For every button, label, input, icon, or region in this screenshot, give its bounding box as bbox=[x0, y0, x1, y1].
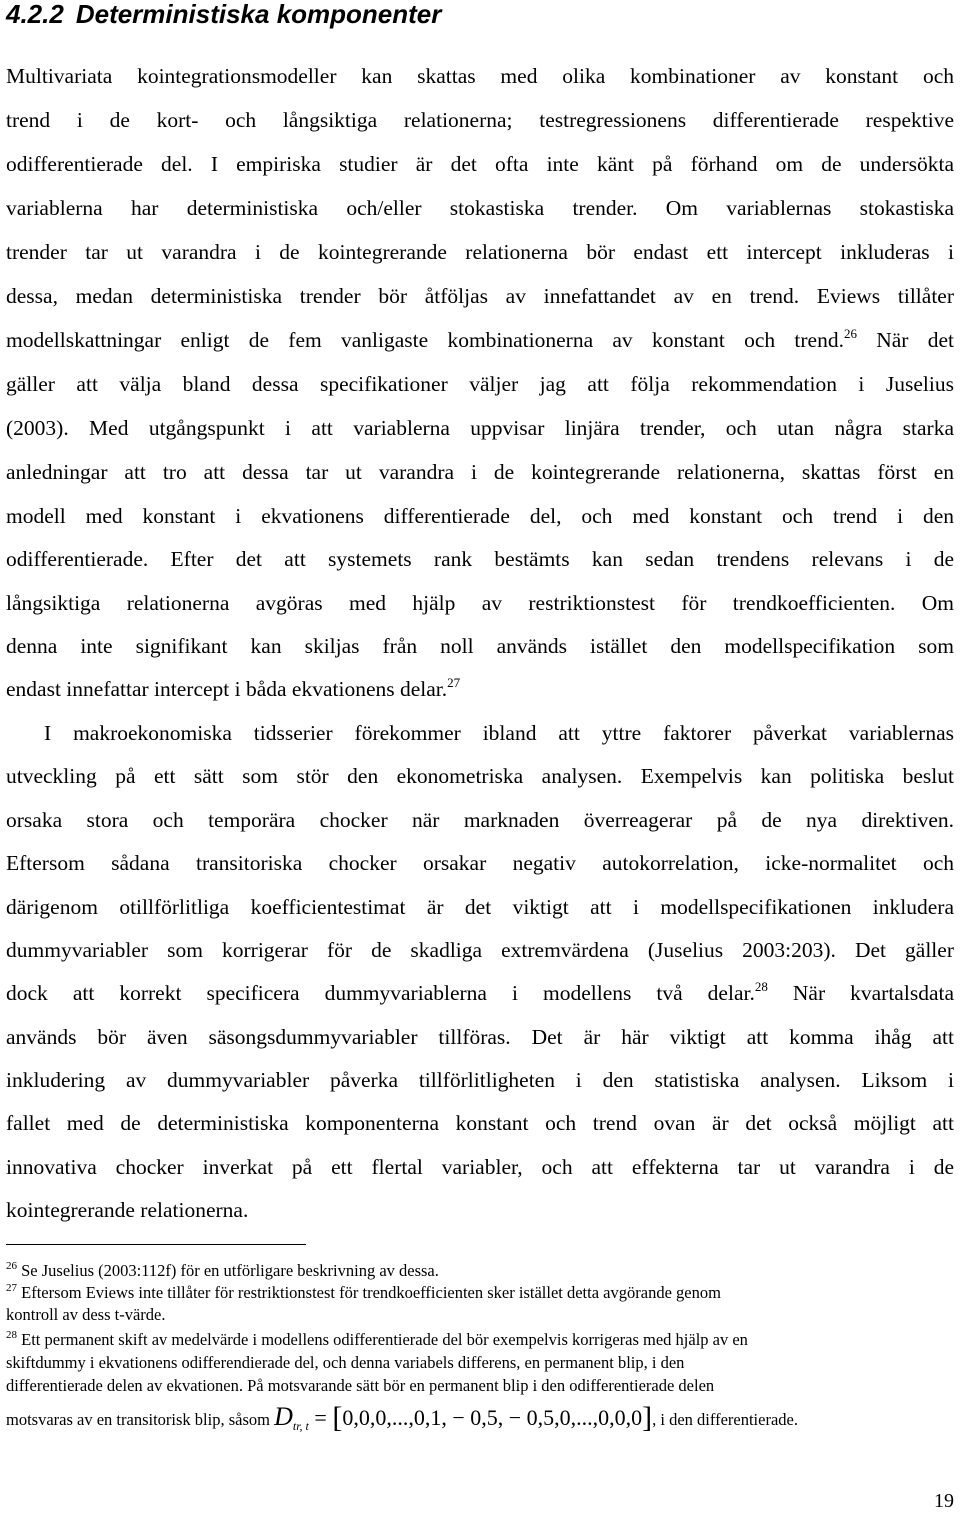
text-line: långsiktiga relationerna avgöras med hjälp av restriktionstest för trendkoefficienten. Om bbox=[6, 591, 954, 615]
footnote-separator bbox=[6, 1244, 306, 1245]
footnote-28-cont: skiftdummy i ekvationens odifferendierade del, och denna variabels differens, en permanent blip, i den bbox=[6, 1353, 685, 1372]
text-line: orsaka stora och temporära chocker när marknaden överreagerar på de nya direktiven. bbox=[6, 808, 954, 832]
text-line: kointegrerande relationerna. bbox=[6, 1198, 249, 1222]
section-number: 4.2.2 bbox=[6, 0, 64, 29]
text-line: inkludering av dummyvariabler påverka tillförlitligheten i den statistiska analysen. Liksom i bbox=[6, 1068, 954, 1092]
text-line: denna inte signifikant kan skiljas från noll används istället den modellspecifikation som bbox=[6, 634, 954, 658]
footnote-27: $^{27}$ Eftersom Eviews inte tillåter för restriktionstest för trendkoefficienten sker istället detta avgörande genom bbox=[6, 1282, 721, 1302]
footnote-ref-28[interactable]: 28 bbox=[754, 979, 768, 994]
section-title: Deterministiska komponenter bbox=[75, 0, 442, 29]
text-line: utveckling på ett sätt som stör den ekonometriska analysen. Exempelvis kan politiska beslut bbox=[6, 764, 954, 788]
footnote-28-cont: differentierade delen av ekvationen. På motsvarande sätt bör en permanent blip i den odifferentierade delen bbox=[6, 1376, 715, 1395]
text-line: används bör även säsongsdummyvariabler tillföras. Det är här viktigt att komma ihåg att bbox=[6, 1025, 954, 1049]
text-line: gäller att välja bland dessa specifikationer väljer jag att följa rekommendation i Juselius bbox=[6, 372, 954, 396]
text-line: därigenom otillförlitliga koefficientestimat är det viktigt att i modellspecifikationen inkludera bbox=[6, 895, 954, 919]
text-line: odifferentierade. Efter det att systemets rank bestämts kan sedan trendens relevans i de bbox=[6, 547, 954, 571]
text-line: dummyvariabler som korrigerar för de skadliga extremvärdena (Juselius 2003:203). Det gäller bbox=[6, 938, 954, 962]
footnote-ref-27[interactable]: 27 bbox=[447, 675, 461, 690]
page-number: 19 bbox=[934, 1490, 954, 1512]
text-line: I makroekonomiska tidsserier förekommer ibland att yttre faktorer påverkat variablernas bbox=[44, 721, 954, 745]
formula: $D_{tr, t} = [0,0,0,...,0,1$, − 0,5, − 0,5,0,...,0,0,0] bbox=[274, 1401, 653, 1434]
footnote-28: $^{28}$ Ett permanent skift av medelvärde i modellens odifferentierade del bör exempelvis korrigeras med hjälp av en bbox=[6, 1329, 748, 1349]
text-line: fallet med de deterministiska komponenterna konstant och trend ovan är det också möjligt att bbox=[6, 1111, 954, 1135]
footnote-ref-26[interactable]: 26 bbox=[843, 326, 857, 341]
text-line: modellskattningar enligt de fem vanligaste kombinationerna av konstant och trend.$^{26}$ När det bbox=[6, 326, 954, 352]
text-line: Eftersom sådana transitoriska chocker orsakar negativ autokorrelation, icke-normalitet och bbox=[6, 851, 954, 875]
text-line: dessa, medan deterministiska trender bör åtföljas av innefattandet av en trend. Eviews tillåter bbox=[6, 284, 954, 308]
footnote-26: $^{26}$ Se Juselius (2003:112f) för en utförligare beskrivning av dessa. bbox=[6, 1260, 439, 1280]
section-heading bbox=[6, 0, 441, 31]
text-line: trender tar ut varandra i de kointegrerande relationerna bör endast ett intercept inkluderas i bbox=[6, 240, 954, 264]
text-line: endast innefattar intercept i båda ekvationens delar.$^{27}$ bbox=[6, 675, 461, 701]
footnote-28-cont: motsvaras av en transitorisk blip, såsom $D_{tr, t} = [0,0,0,...,0,1$, − 0,5, − 0,5,0,...,0,0,0], i den differentierade. bbox=[6, 1401, 798, 1434]
text-line: anledningar att tro att dessa tar ut varandra i de kointegrerande relationerna, skattas först en bbox=[6, 460, 954, 484]
text-line: trend i de kort- och långsiktiga relationerna; testregressionens differentierade respektive bbox=[6, 108, 954, 132]
text-line: innovativa chocker inverkat på ett flertal variabler, och att effekterna tar ut varandra i de bbox=[6, 1155, 954, 1179]
footnote-27-cont: kontroll av dess t-värde. bbox=[6, 1305, 166, 1324]
text-line: Multivariata kointegrationsmodeller kan skattas med olika kombinationer av konstant och bbox=[6, 64, 954, 88]
text-line: (2003). Med utgångspunkt i att variablerna uppvisar linjära trender, och utan några starka bbox=[6, 416, 954, 440]
text-line: variablerna har deterministiska och/eller stokastiska trender. Om variablernas stokastiska bbox=[6, 196, 954, 220]
text-line: modell med konstant i ekvationens differentierade del, och med konstant och trend i den bbox=[6, 504, 954, 528]
text-line: dock att korrekt specificera dummyvariablerna i modellens två delar.$^{28}$ När kvartalsdata bbox=[6, 979, 954, 1005]
text-line: odifferentierade del. I empiriska studier är det ofta inte känt på förhand om de undersökta bbox=[6, 152, 954, 176]
